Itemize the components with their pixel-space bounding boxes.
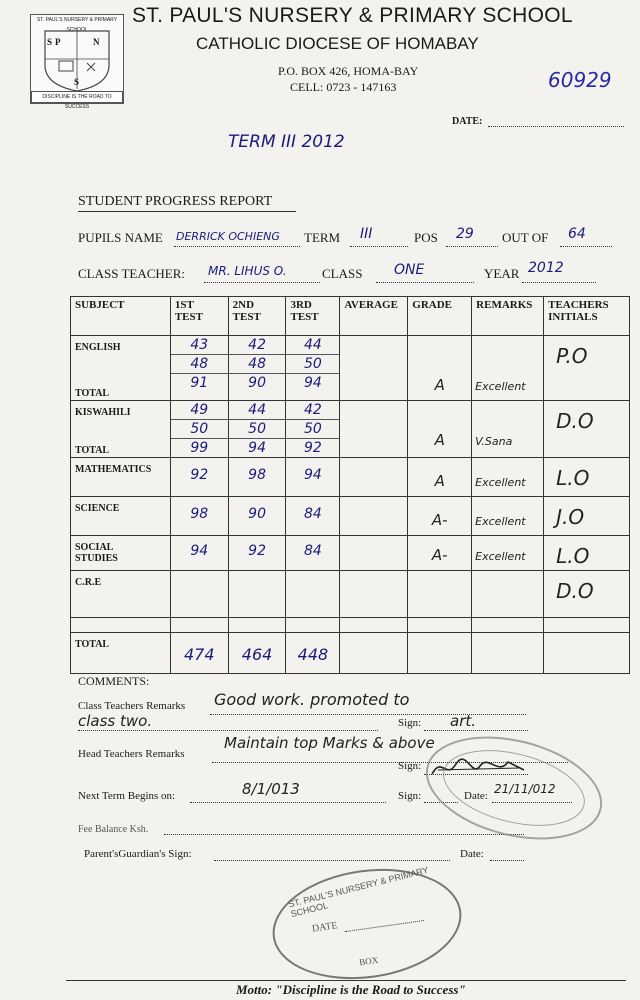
- parent-sign-label: Parent'sGuardian's Sign:: [84, 848, 192, 860]
- blank-cell: [544, 618, 630, 633]
- pupil-name: DERRICK OCHIENG: [176, 230, 280, 243]
- grade-value: A: [434, 472, 445, 490]
- average-cell: [340, 497, 408, 536]
- remarks-cell: [472, 497, 544, 536]
- year-label: YEAR: [484, 266, 520, 281]
- subject-cell: [71, 336, 171, 401]
- class-teacher-remarks-line-2: [78, 730, 378, 731]
- score-value: 44: [229, 401, 286, 420]
- score-cell: [286, 336, 340, 401]
- total-cell: [228, 633, 286, 674]
- school-cell: CELL: 0723 - 147163: [290, 80, 397, 94]
- score-value: 90: [248, 375, 266, 391]
- blank-cell: [228, 618, 286, 633]
- score-value: 84: [304, 506, 322, 522]
- initials-value: L.O: [556, 466, 590, 490]
- out-of-line: [560, 246, 612, 247]
- remarks-value: Excellent: [475, 515, 526, 528]
- score-value: 44: [286, 336, 339, 355]
- term-label: TERM: [304, 230, 341, 245]
- table-row: [71, 497, 630, 536]
- score-value: 90: [248, 506, 266, 522]
- header-test-1: 1ST TEST: [170, 297, 228, 336]
- score-cell: [170, 571, 228, 618]
- initials-cell: [544, 536, 630, 571]
- remarks-cell: [472, 401, 544, 458]
- table-row: [71, 571, 630, 618]
- pupil-name-line: [174, 246, 300, 247]
- score-cell: [170, 458, 228, 497]
- score-value: 98: [248, 467, 266, 483]
- grade-cell: [408, 497, 472, 536]
- blank-cell: [408, 618, 472, 633]
- class-teacher-name: MR. LIHUS O.: [208, 264, 287, 278]
- year-line: [522, 282, 596, 283]
- score-value: 94: [304, 375, 322, 391]
- subject-cell: [71, 497, 171, 536]
- score-value: 92: [304, 440, 322, 456]
- term-line: [350, 246, 408, 247]
- remarks-value: V.Sana: [475, 435, 513, 448]
- header-subject: SUBJECT: [71, 297, 171, 336]
- next-term-sign-date: 21/11/012: [494, 782, 556, 796]
- next-term-date-label: Date:: [464, 790, 488, 802]
- score-value: 50: [171, 420, 228, 439]
- blank-cell: [286, 618, 340, 633]
- score-cell: [286, 401, 340, 458]
- score-value: 50: [229, 420, 286, 439]
- footer-rule: [66, 980, 626, 981]
- pos-label: POS: [414, 230, 438, 245]
- initials-value: D.O: [556, 579, 594, 603]
- school-stamp: [265, 857, 468, 990]
- next-term-label: Next Term Begins on:: [78, 790, 176, 802]
- table-row: [71, 536, 630, 571]
- blank-cell: [340, 618, 408, 633]
- initials-value: P.O: [556, 344, 588, 368]
- parent-date-label: Date:: [460, 848, 484, 860]
- remarks-value: [472, 571, 543, 597]
- score-cell: [170, 401, 228, 458]
- blank-cell: [170, 618, 228, 633]
- grade-cell: [408, 571, 472, 618]
- date-label: DATE:: [452, 116, 483, 127]
- header-test-3: 3RD TEST: [286, 297, 340, 336]
- date-line: [488, 126, 624, 127]
- crest-motto: DISCIPLINE IS THE ROAD TO SUCCESS: [31, 91, 123, 103]
- total-cell: [286, 633, 340, 674]
- class-teacher-remarks-text-2: class two.: [78, 712, 153, 730]
- score-value: 84: [304, 543, 322, 559]
- remarks-value: Excellent: [475, 476, 526, 489]
- year-value: 2012: [528, 260, 564, 276]
- grade-value: A: [434, 376, 445, 394]
- school-stamp-box: BOX: [358, 954, 379, 968]
- score-value: 48: [229, 355, 286, 374]
- out-of-label: OUT OF: [502, 230, 549, 245]
- class-teacher-remarks-line-1: [210, 714, 526, 715]
- average-cell: [340, 571, 408, 618]
- total-empty-cell: [472, 633, 544, 674]
- report-title-underline: [78, 211, 296, 212]
- score-cell: [228, 536, 286, 571]
- term-value: III: [360, 226, 373, 242]
- subject-total-label: TOTAL: [75, 388, 110, 399]
- subject-cell: [71, 571, 171, 618]
- remarks-cell: [472, 458, 544, 497]
- class-line: [376, 282, 474, 283]
- score-value: 99: [190, 440, 209, 456]
- header-grade: GRADE: [408, 297, 472, 336]
- serial-number: 60929: [548, 68, 612, 92]
- pos-value: 29: [456, 226, 474, 242]
- grade-value: A-: [431, 546, 448, 564]
- total-label-cell: [71, 633, 171, 674]
- class-teacher-remarks-label: Class Teachers Remarks: [78, 700, 186, 712]
- score-cell: [170, 536, 228, 571]
- term-heading: TERM III 2012: [228, 132, 345, 152]
- score-cell: [228, 497, 286, 536]
- header-remarks: REMARKS: [472, 297, 544, 336]
- initials-cell: [544, 497, 630, 536]
- crest-top-text: ST. PAUL'S NURSERY & PRIMARY SCHOOL: [36, 17, 118, 33]
- score-cell: [228, 401, 286, 458]
- total-value: 464: [241, 645, 273, 664]
- total-value: 448: [297, 645, 329, 664]
- class-teacher-label: CLASS TEACHER:: [78, 266, 186, 281]
- head-teacher-remarks-label: Head Teachers Remarks: [78, 748, 185, 760]
- subject-label: SCIENCE: [75, 503, 120, 514]
- report-title: STUDENT PROGRESS REPORT: [78, 194, 273, 209]
- header-test-2: 2ND TEST: [228, 297, 286, 336]
- grade-cell: [408, 536, 472, 571]
- school-stamp-ring-text: ST. PAUL'S NURSERY & PRIMARY SCHOOL: [287, 864, 430, 920]
- initials-cell: [544, 571, 630, 618]
- parent-date-line: [490, 860, 524, 861]
- initials-cell: [544, 458, 630, 497]
- blank-row: [71, 618, 630, 633]
- pupil-name-label: PUPILS NAME: [78, 230, 163, 245]
- total-row: [71, 633, 630, 674]
- score-value: 48: [171, 355, 228, 374]
- initials-value: D.O: [556, 409, 594, 433]
- class-teacher-line: [204, 282, 320, 283]
- class-teacher-sign-label: Sign:: [398, 717, 422, 729]
- grade-value: A-: [431, 511, 448, 529]
- subject-label: ENGLISH: [75, 342, 121, 353]
- score-value: 49: [171, 401, 228, 420]
- school-crest: [30, 14, 124, 110]
- grade-value: [408, 571, 471, 593]
- header-average: AVERAGE: [340, 297, 408, 336]
- score-value: 92: [248, 543, 266, 559]
- remarks-value: Excellent: [475, 380, 526, 393]
- score-value: 50: [286, 420, 339, 439]
- remarks-value: Excellent: [475, 550, 526, 563]
- score-value: 43: [171, 336, 228, 355]
- school-diocese: CATHOLIC DIOCESE OF HOMABAY: [196, 34, 479, 53]
- school-name: ST. PAUL'S NURSERY & PRIMARY SCHOOL: [132, 4, 573, 27]
- header-initials: TEACHERS INITIALS: [544, 297, 630, 336]
- remarks-cell: [472, 336, 544, 401]
- score-cell: [228, 336, 286, 401]
- school-address: P.O. BOX 426, HOMA-BAY: [278, 64, 419, 78]
- score-value: 94: [190, 543, 209, 559]
- school-motto: Motto: "Discipline is the Road to Success": [236, 982, 466, 997]
- crest-letter-s: S: [47, 37, 53, 47]
- table-row: [71, 336, 630, 401]
- subject-cell: [71, 401, 171, 458]
- grade-cell: [408, 458, 472, 497]
- score-cell: [228, 571, 286, 618]
- comments-heading: COMMENTS:: [78, 674, 150, 688]
- subject-label: KISWAHILI: [75, 407, 131, 418]
- score-value: 92: [190, 467, 209, 483]
- class-label: CLASS: [322, 266, 363, 281]
- total-value: 474: [183, 645, 215, 664]
- head-teacher-sign-label: Sign:: [398, 760, 422, 772]
- out-of-value: 64: [568, 226, 586, 242]
- class-value: ONE: [394, 262, 425, 278]
- score-value: 94: [304, 467, 322, 483]
- subject-label: MATHEMATICS: [75, 464, 152, 475]
- score-cell: [170, 497, 228, 536]
- table-row: [71, 458, 630, 497]
- score-value: 50: [286, 355, 339, 374]
- score-cell: [286, 536, 340, 571]
- total-empty-cell: [408, 633, 472, 674]
- score-value: 42: [229, 336, 286, 355]
- class-teacher-sign: art.: [450, 712, 477, 730]
- total-empty-cell: [340, 633, 408, 674]
- average-cell: [340, 336, 408, 401]
- score-cell: [170, 336, 228, 401]
- score-value: 98: [190, 506, 209, 522]
- subject-cell: [71, 536, 171, 571]
- next-term-sign-label: Sign:: [398, 790, 422, 802]
- initials-cell: [544, 336, 630, 401]
- total-cell: [170, 633, 228, 674]
- head-teacher-remarks-text: Maintain top Marks & above: [224, 734, 435, 752]
- pos-line: [446, 246, 498, 247]
- initials-cell: [544, 401, 630, 458]
- next-term-date: 8/1/013: [242, 780, 300, 798]
- class-teacher-remarks-text-1: Good work. promoted to: [214, 690, 410, 709]
- score-cell: [286, 497, 340, 536]
- score-cell: [228, 458, 286, 497]
- grade-cell: [408, 336, 472, 401]
- head-teacher-stamp: [415, 720, 613, 857]
- fee-balance-label: Fee Balance Ksh.: [78, 824, 149, 835]
- remarks-cell: [472, 536, 544, 571]
- score-cell: [286, 458, 340, 497]
- average-cell: [340, 536, 408, 571]
- crest-letter-n: N: [93, 37, 100, 47]
- subject-label: SOCIAL STUDIES: [75, 542, 118, 564]
- fee-balance-line: [164, 834, 524, 835]
- crest-letter-s2: S: [74, 77, 80, 87]
- average-cell: [340, 458, 408, 497]
- total-label: TOTAL: [75, 639, 110, 650]
- table-row: [71, 401, 630, 458]
- score-value: 94: [248, 440, 266, 456]
- school-stamp-date: DATE: [311, 920, 339, 935]
- score-value: 42: [286, 401, 339, 420]
- grade-cell: [408, 401, 472, 458]
- blank-cell: [472, 618, 544, 633]
- marks-table: [70, 296, 630, 674]
- score-value: 91: [190, 375, 209, 391]
- remarks-cell: [472, 571, 544, 618]
- crest-letter-p: P: [55, 37, 61, 47]
- subject-cell: [71, 458, 171, 497]
- grade-value: A: [434, 431, 445, 449]
- score-cell: [286, 571, 340, 618]
- initials-value: J.O: [556, 505, 585, 529]
- total-empty-cell: [544, 633, 630, 674]
- parent-sign-line: [214, 860, 450, 861]
- blank-cell: [71, 618, 171, 633]
- school-stamp-date-line: [345, 920, 424, 932]
- subject-label: C.R.E: [75, 577, 102, 588]
- initials-value: L.O: [556, 544, 590, 568]
- next-term-line: [190, 802, 386, 803]
- subject-total-label: TOTAL: [75, 445, 110, 456]
- average-cell: [340, 401, 408, 458]
- table-header-row: [71, 297, 630, 336]
